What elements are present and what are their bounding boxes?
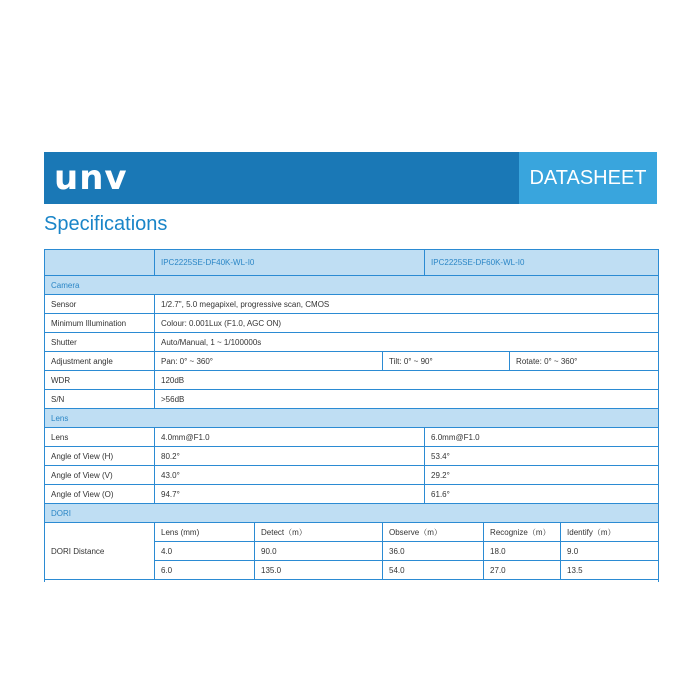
model-2-value: 53.4°	[425, 447, 659, 466]
dori-header-cell: Identify（m）	[561, 523, 659, 542]
row-value: Colour: 0.001Lux (F1.0, AGC ON)	[155, 314, 659, 333]
table-row	[45, 333, 659, 352]
dori-header-cell: Recognize（m）	[484, 523, 561, 542]
dori-cell: 18.0	[484, 542, 561, 561]
dori-header-cell: Observe（m）	[383, 523, 484, 542]
dori-cell: 4.0	[155, 542, 255, 561]
model-1-value: 80.2°	[155, 447, 425, 466]
row-label: Minimum Illumination	[45, 314, 155, 333]
model-2-value: 6.0mm@F1.0	[425, 428, 659, 447]
table-row	[45, 314, 659, 333]
brand-logo: unv	[54, 158, 128, 198]
table-cut-edge	[45, 580, 659, 583]
row-label: Lens	[45, 428, 155, 447]
row-label: S/N	[45, 390, 155, 409]
specifications-table	[44, 249, 659, 582]
section-title-lens: Lens	[45, 409, 659, 428]
model-header-row	[45, 250, 659, 276]
model-1-value: 43.0°	[155, 466, 425, 485]
table-row	[45, 485, 659, 504]
model-1-value: 4.0mm@F1.0	[155, 428, 425, 447]
page-title: Specifications	[44, 213, 168, 235]
dori-cell: 6.0	[155, 561, 255, 580]
row-value: 1/2.7", 5.0 megapixel, progressive scan, CMOS	[155, 295, 659, 314]
row-value: >56dB	[155, 390, 659, 409]
dori-cell: 36.0	[383, 542, 484, 561]
dori-cell: 54.0	[383, 561, 484, 580]
model-1-value: 94.7°	[155, 485, 425, 504]
table-row	[45, 371, 659, 390]
row-label: WDR	[45, 371, 155, 390]
table-row	[45, 447, 659, 466]
dori-cell: 90.0	[255, 542, 383, 561]
dori-distance-label: DORI Distance	[45, 523, 155, 580]
model-2-value: 29.2°	[425, 466, 659, 485]
rotate-value: Rotate: 0° ~ 360°	[510, 352, 659, 371]
tilt-value: Tilt: 0° ~ 90°	[383, 352, 510, 371]
row-label: Angle of View (H)	[45, 447, 155, 466]
table-row	[45, 295, 659, 314]
model-name-1: IPC2225SE-DF40K-WL-I0	[155, 250, 425, 276]
empty-header-cell	[45, 250, 155, 276]
datasheet-badge: DATASHEET	[519, 152, 657, 204]
row-label: Angle of View (O)	[45, 485, 155, 504]
row-value: 120dB	[155, 371, 659, 390]
row-label: Angle of View (V)	[45, 466, 155, 485]
model-name-2: IPC2225SE-DF60K-WL-I0	[425, 250, 659, 276]
section-row-camera	[45, 276, 659, 295]
row-label: Adjustment angle	[45, 352, 155, 371]
section-title-camera: Camera	[45, 276, 659, 295]
table-row	[45, 466, 659, 485]
row-label: Sensor	[45, 295, 155, 314]
dori-cell: 9.0	[561, 542, 659, 561]
dori-header-cell: Lens (mm)	[155, 523, 255, 542]
table-row	[45, 352, 659, 371]
dori-cell: 135.0	[255, 561, 383, 580]
dori-cell: 27.0	[484, 561, 561, 580]
section-row-dori	[45, 504, 659, 523]
dori-header-cell: Detect（m）	[255, 523, 383, 542]
row-value: Auto/Manual, 1 ~ 1/100000s	[155, 333, 659, 352]
dori-header-row	[45, 523, 659, 542]
row-label: Shutter	[45, 333, 155, 352]
header-bar	[44, 152, 657, 204]
pan-value: Pan: 0° ~ 360°	[155, 352, 383, 371]
dori-cell: 13.5	[561, 561, 659, 580]
section-title-dori: DORI	[45, 504, 659, 523]
section-row-lens	[45, 409, 659, 428]
table-cut-row	[45, 580, 659, 583]
model-2-value: 61.6°	[425, 485, 659, 504]
table-row	[45, 390, 659, 409]
table-row	[45, 428, 659, 447]
